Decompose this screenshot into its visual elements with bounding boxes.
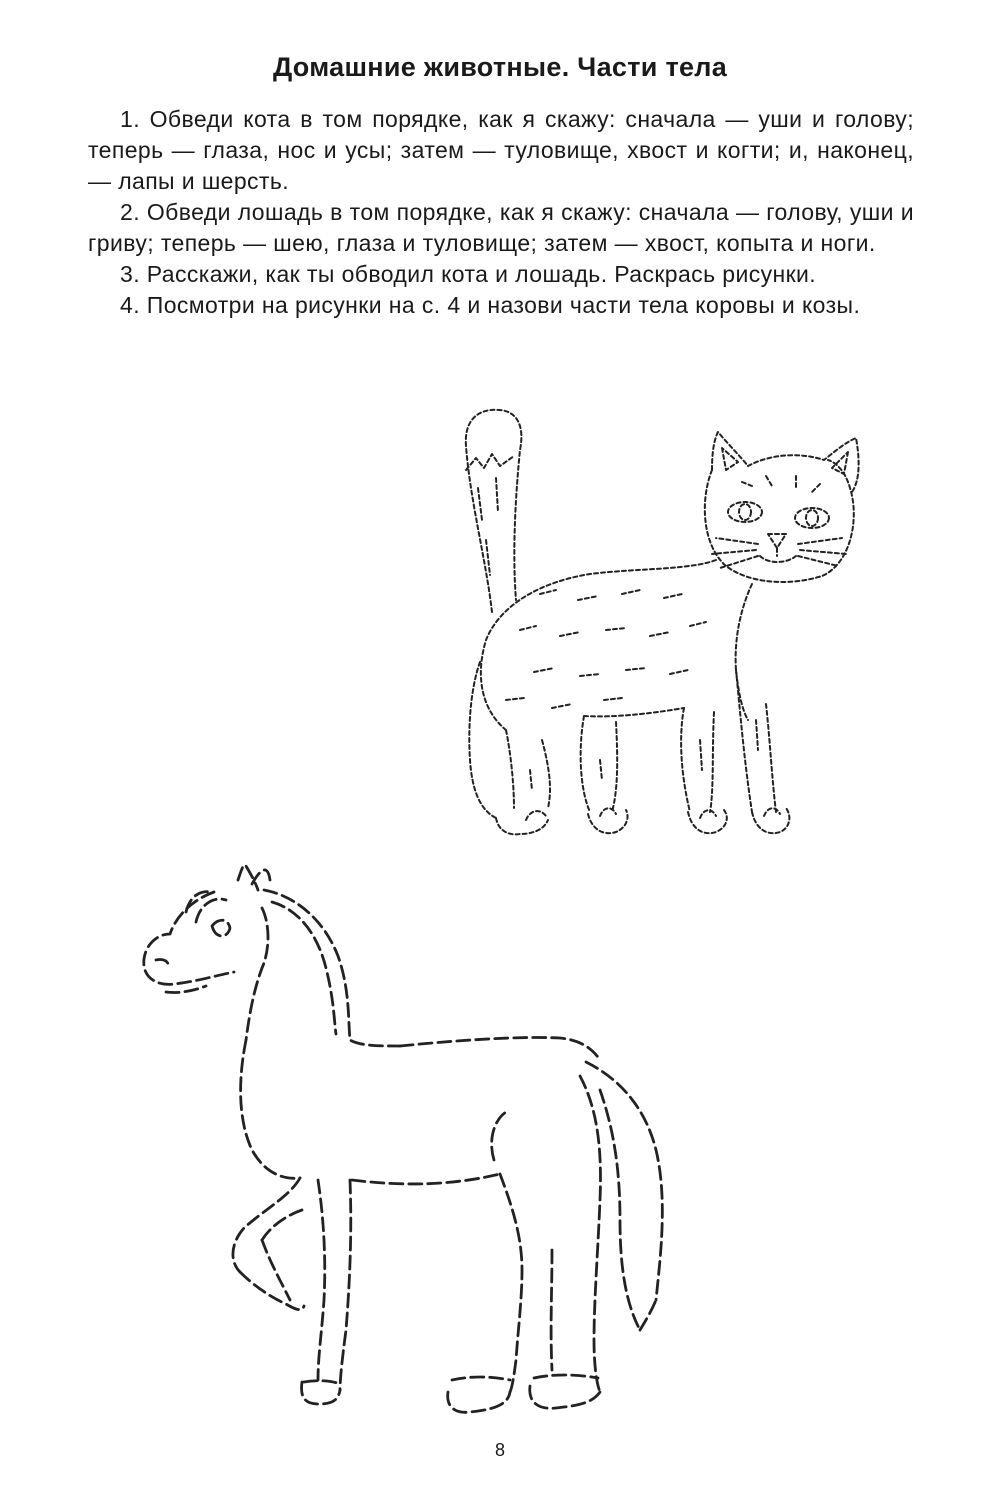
cat-tracing-illustration	[466, 410, 859, 835]
task-item: 3. Расскажи, как ты обводил кота и лошадь. Раскрась рисунки.	[120, 261, 817, 287]
task-item: 1. Обведи кота в том порядке, как я скажу: сначала — уши и голову; теперь — глаза, нос и усы; затем — туловище, хвост и когти; и, наконец, — лапы и шерсть.	[88, 106, 914, 194]
task-item: 4. Посмотри на рисунки на с. 4 и назови части тела коровы и козы.	[120, 292, 861, 318]
page-number: 8	[494, 1440, 505, 1460]
horse-tracing-illustration	[144, 865, 663, 1413]
task-item: 2. Обведи лошадь в том порядке, как я скажу: сначала — голову, уши и гриву; теперь — шею, глаза и туловище; затем — хвост, копыта и ноги.	[88, 199, 914, 256]
page-title: Домашние животные. Части тела	[272, 52, 728, 82]
